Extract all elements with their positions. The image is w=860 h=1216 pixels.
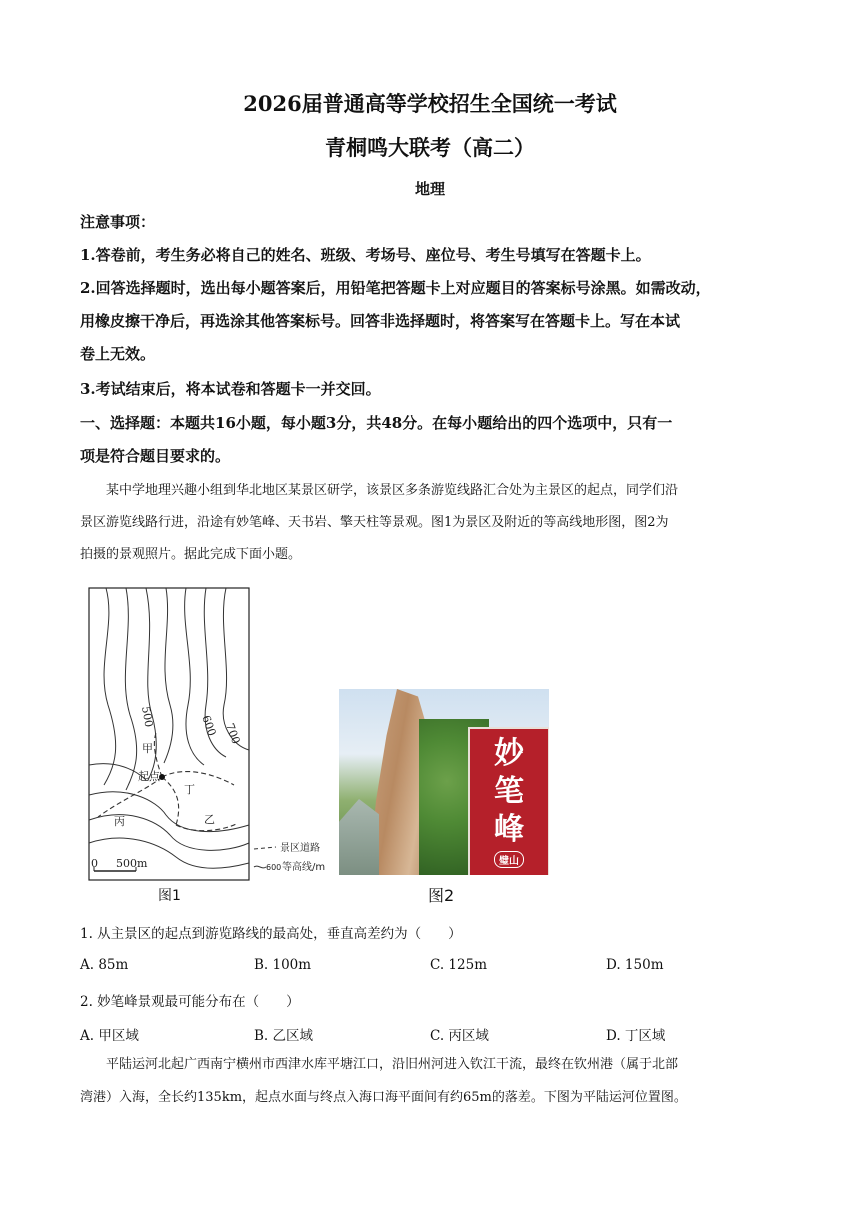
scale-length: 500m [116,857,148,870]
scale-zero: 0 [91,857,98,870]
notice-item-1: 1.答卷前，考生务必将自己的姓名、班级、考场号、座位号、考生号填写在答题卡上。 [80,246,651,264]
figure-2-photo [339,689,549,875]
contour-label-700: 700 [223,721,243,746]
legend-road: 景区道路 [280,843,320,854]
question-1-stem: 1. 从主景区的起点到游览路线的最高处，垂直高差约为（ ） [80,926,462,942]
subject-title: 地理 [414,180,445,198]
region-label-bing: 丙 [114,815,125,828]
passage-2-line-1: 平陆运河北起广西南宁横州市西津水库平塘江口，沿旧州河进入钦江干流，最终在钦州港（属于北部 [106,1057,679,1072]
question-1-option-a: A. 85m [80,957,129,973]
question-2-option-a: A. 甲区域 [80,1028,139,1044]
sign-char-1: 妙 [494,736,524,771]
region-label-ding: 丁 [184,783,195,796]
passage-1-line-1: 某中学地理兴趣小组到华北地区某景区研学，该景区多条游览线路汇合处为主景区的起点，同学们沿 [106,483,679,498]
contour-label-500: 500 [139,705,156,729]
region-label-jia: 甲 [142,742,153,755]
contour-label-600: 600 [199,713,219,738]
notice-item-3: 3.考试结束后，将本试卷和答题卡一并交回。 [80,380,381,398]
question-2-option-b: B. 乙区域 [254,1028,314,1044]
region-label-yi: 乙 [204,813,215,826]
sign-subtitle: 璧山 [494,851,524,868]
question-2-option-d: D. 丁区域 [606,1028,666,1044]
figure-2-caption: 图2 [428,886,455,905]
sign-char-2: 笔 [494,774,524,809]
sign-char-3: 峰 [494,812,524,847]
notice-item-2-line-1: 2.回答选择题时，选出每小题答案后，用铅笔把答题卡上对应题目的答案标号涂黑。如需改动， [80,279,711,297]
notice-heading: 注意事项： [80,213,156,231]
figure-1-caption: 图1 [158,888,181,904]
notice-item-2-line-3: 卷上无效。 [80,345,156,363]
question-1-option-c: C. 125m [430,957,487,973]
passage-1-line-3: 拍摄的景观照片。据此完成下面小题。 [80,547,302,562]
legend-contour: 等高线/m [282,862,326,873]
question-2-stem: 2. 妙笔峰景观最可能分布在（ ） [80,994,300,1010]
start-point-label: 起点 [138,770,160,783]
distant-mountain [339,799,379,875]
question-1-option-b: B. 100m [254,957,312,973]
question-2-option-c: C. 丙区域 [430,1028,489,1044]
section-1-line-1: 一、选择题：本题共16小题，每小题3分，共48分。在每小题给出的四个选项中，只有一 [80,414,673,432]
scenic-sign [468,727,549,875]
exam-subtitle: 青桐鸣大联考（高二） [325,135,535,160]
legend-contour-sample: 600 [266,863,282,872]
question-1-option-d: D. 150m [606,957,664,973]
exam-title: 2026届普通高等学校招生全国统一考试 [243,91,617,116]
notice-item-2-line-2: 用橡皮擦干净后，再选涂其他答案标号。回答非选择题时，将答案写在答题卡上。写在本试 [80,312,681,330]
passage-2-line-2: 湾港）入海，全长约135km，起点水面与终点入海口海平面间有约65m的落差。下图为平陆运河位置图。 [80,1090,687,1105]
section-1-line-2: 项是符合题目要求的。 [80,447,231,465]
passage-1-line-2: 景区游览线路行进，沿途有妙笔峰、天书岩、擎天柱等景观。图1为景区及附近的等高线地形图，图2为 [80,515,669,530]
figure-1-contour-map [86,585,336,885]
